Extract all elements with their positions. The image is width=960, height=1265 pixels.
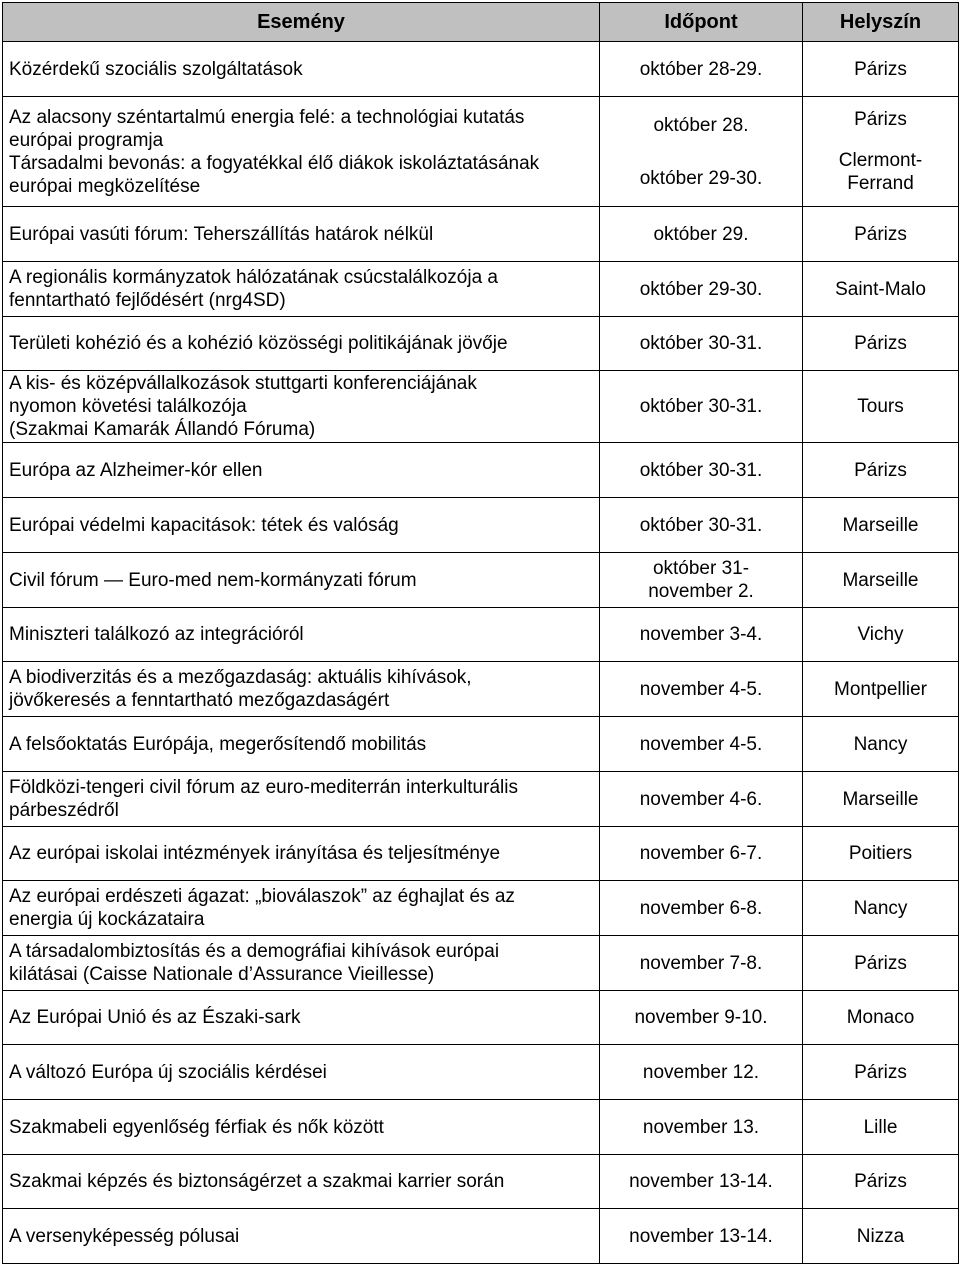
date-cell: november 13-14. <box>600 1155 803 1209</box>
place-cell: Párizs <box>803 317 959 371</box>
event-cell: Területi kohézió és a kohézió közösségi politikájának jövője <box>3 317 600 371</box>
table-row <box>3 991 959 1045</box>
event-cell: A versenyképesség pólusai <box>3 1209 600 1264</box>
date-cell: október 28-29. <box>600 42 803 97</box>
table-row <box>3 443 959 498</box>
event-line: európai programja <box>9 129 164 151</box>
place-line: Párizs <box>854 109 907 130</box>
event-cell: Az európai iskolai intézmények irányítása és teljesítménye <box>3 827 600 881</box>
place-cell: Marseille <box>803 772 959 827</box>
place-cell: Nancy <box>803 881 959 936</box>
header-event: Esemény <box>3 3 600 42</box>
place-cell: Párizs <box>803 1045 959 1100</box>
event-cell <box>3 97 600 207</box>
event-line: A regionális kormányzatok hálózatának csúcstalálkozója a <box>9 267 498 288</box>
event-line: A kis- és középvállalkozások stuttgarti konferenciájának <box>9 373 477 394</box>
table-row <box>3 772 959 827</box>
date-line: november 2. <box>648 581 754 602</box>
event-cell: Civil fórum — Euro-med nem-kormányzati fórum <box>3 553 600 608</box>
event-cell: Miniszteri találkozó az integrációról <box>3 608 600 662</box>
event-line: Társadalmi bevonás: a fogyatékkal élő diákok iskoláztatásának <box>9 152 540 174</box>
place-line: Ferrand <box>847 173 914 194</box>
date-line: október 29-30. <box>639 167 763 189</box>
event-line: energia új kockázataira <box>9 909 205 930</box>
place-cell: Nizza <box>803 1209 959 1264</box>
place-cell: Saint-Malo <box>803 262 959 317</box>
date-cell: november 6-7. <box>600 827 803 881</box>
place-cell: Montpellier <box>803 662 959 717</box>
event-line: A társadalombiztosítás és a demográfiai kihívások európai <box>9 941 500 962</box>
event-line: Az alacsony széntartalmú energia felé: a technológiai kutatás <box>9 106 525 128</box>
event-cell: Szakmabeli egyenlőség férfiak és nők között <box>3 1100 600 1155</box>
table-row <box>3 97 959 207</box>
event-line: (Szakmai Kamarák Állandó Fóruma) <box>9 419 316 440</box>
event-cell: Az Európai Unió és az Északi-sark <box>3 991 600 1045</box>
event-line: európai megközelítése <box>9 175 201 197</box>
event-cell: A felsőoktatás Európája, megerősítendő mobilitás <box>3 717 600 772</box>
event-line: kilátásai (Caisse Nationale d’Assurance Vieillesse) <box>9 964 435 985</box>
place-cell: Lille <box>803 1100 959 1155</box>
date-cell: november 13. <box>600 1100 803 1155</box>
date-cell: november 7-8. <box>600 936 803 991</box>
place-cell: Tours <box>803 371 959 443</box>
date-cell: október 30-31. <box>600 317 803 371</box>
date-cell: november 6-8. <box>600 881 803 936</box>
table-row <box>3 317 959 371</box>
event-cell: Európai vasúti fórum: Teherszállítás határok nélkül <box>3 207 600 262</box>
table-row <box>3 553 959 608</box>
place-cell: Párizs <box>803 207 959 262</box>
place-cell: Párizs <box>803 936 959 991</box>
event-cell <box>3 936 600 991</box>
date-cell: október 29-30. <box>600 262 803 317</box>
place-cell: Nancy <box>803 717 959 772</box>
place-cell: Marseille <box>803 553 959 608</box>
table-row <box>3 262 959 317</box>
events-table <box>2 2 959 1264</box>
date-cell: november 4-5. <box>600 662 803 717</box>
date-cell: november 9-10. <box>600 991 803 1045</box>
date-line: október 28. <box>653 114 749 136</box>
event-line: jövőkeresés a fenntartható mezőgazdaságért <box>9 690 390 711</box>
event-cell <box>3 772 600 827</box>
table-row <box>3 1209 959 1264</box>
date-cell <box>600 97 803 207</box>
table-row <box>3 1045 959 1100</box>
header-row <box>3 3 959 42</box>
event-line: nyomon követési találkozója <box>9 396 247 417</box>
event-cell <box>3 262 600 317</box>
table-row <box>3 207 959 262</box>
event-cell: A változó Európa új szociális kérdései <box>3 1045 600 1100</box>
place-cell: Párizs <box>803 42 959 97</box>
header-place: Helyszín <box>803 3 959 42</box>
date-line: október 31- <box>652 558 750 579</box>
table-row <box>3 936 959 991</box>
event-cell: Közérdekű szociális szolgáltatások <box>3 42 600 97</box>
date-cell: november 13-14. <box>600 1209 803 1264</box>
event-cell <box>3 371 600 443</box>
date-cell: október 30-31. <box>600 498 803 553</box>
event-cell: Szakmai képzés és biztonságérzet a szakmai karrier során <box>3 1155 600 1209</box>
event-line: párbeszédről <box>9 800 119 821</box>
table-row <box>3 827 959 881</box>
event-cell: Európa az Alzheimer-kór ellen <box>3 443 600 498</box>
event-cell <box>3 662 600 717</box>
place-cell <box>803 97 959 207</box>
event-line: A biodiverzitás és a mezőgazdaság: aktuális kihívások, <box>9 667 472 688</box>
event-cell: Európai védelmi kapacitások: tétek és valóság <box>3 498 600 553</box>
place-line: Clermont- <box>838 150 923 171</box>
table-row <box>3 42 959 97</box>
place-cell: Párizs <box>803 1155 959 1209</box>
event-line: Földközi-tengeri civil fórum az euro-mediterrán interkulturális <box>9 777 518 798</box>
place-cell: Poitiers <box>803 827 959 881</box>
place-cell: Monaco <box>803 991 959 1045</box>
place-cell: Párizs <box>803 443 959 498</box>
date-cell: november 4-6. <box>600 772 803 827</box>
event-line: Az európai erdészeti ágazat: „bioválaszok” az éghajlat és az <box>9 886 515 907</box>
date-cell: október 30-31. <box>600 443 803 498</box>
table-row <box>3 608 959 662</box>
table-row <box>3 1100 959 1155</box>
place-cell: Vichy <box>803 608 959 662</box>
table-row <box>3 717 959 772</box>
header-date: Időpont <box>600 3 803 42</box>
table-row <box>3 1155 959 1209</box>
table-row <box>3 371 959 443</box>
table-row <box>3 662 959 717</box>
event-cell <box>3 881 600 936</box>
date-cell: október 29. <box>600 207 803 262</box>
table-row <box>3 498 959 553</box>
date-cell: november 4-5. <box>600 717 803 772</box>
place-cell: Marseille <box>803 498 959 553</box>
table-row <box>3 881 959 936</box>
date-cell: október 30-31. <box>600 371 803 443</box>
date-cell: november 3-4. <box>600 608 803 662</box>
date-cell <box>600 553 803 608</box>
event-line: fenntartható fejlődésért (nrg4SD) <box>9 290 286 311</box>
date-cell: november 12. <box>600 1045 803 1100</box>
